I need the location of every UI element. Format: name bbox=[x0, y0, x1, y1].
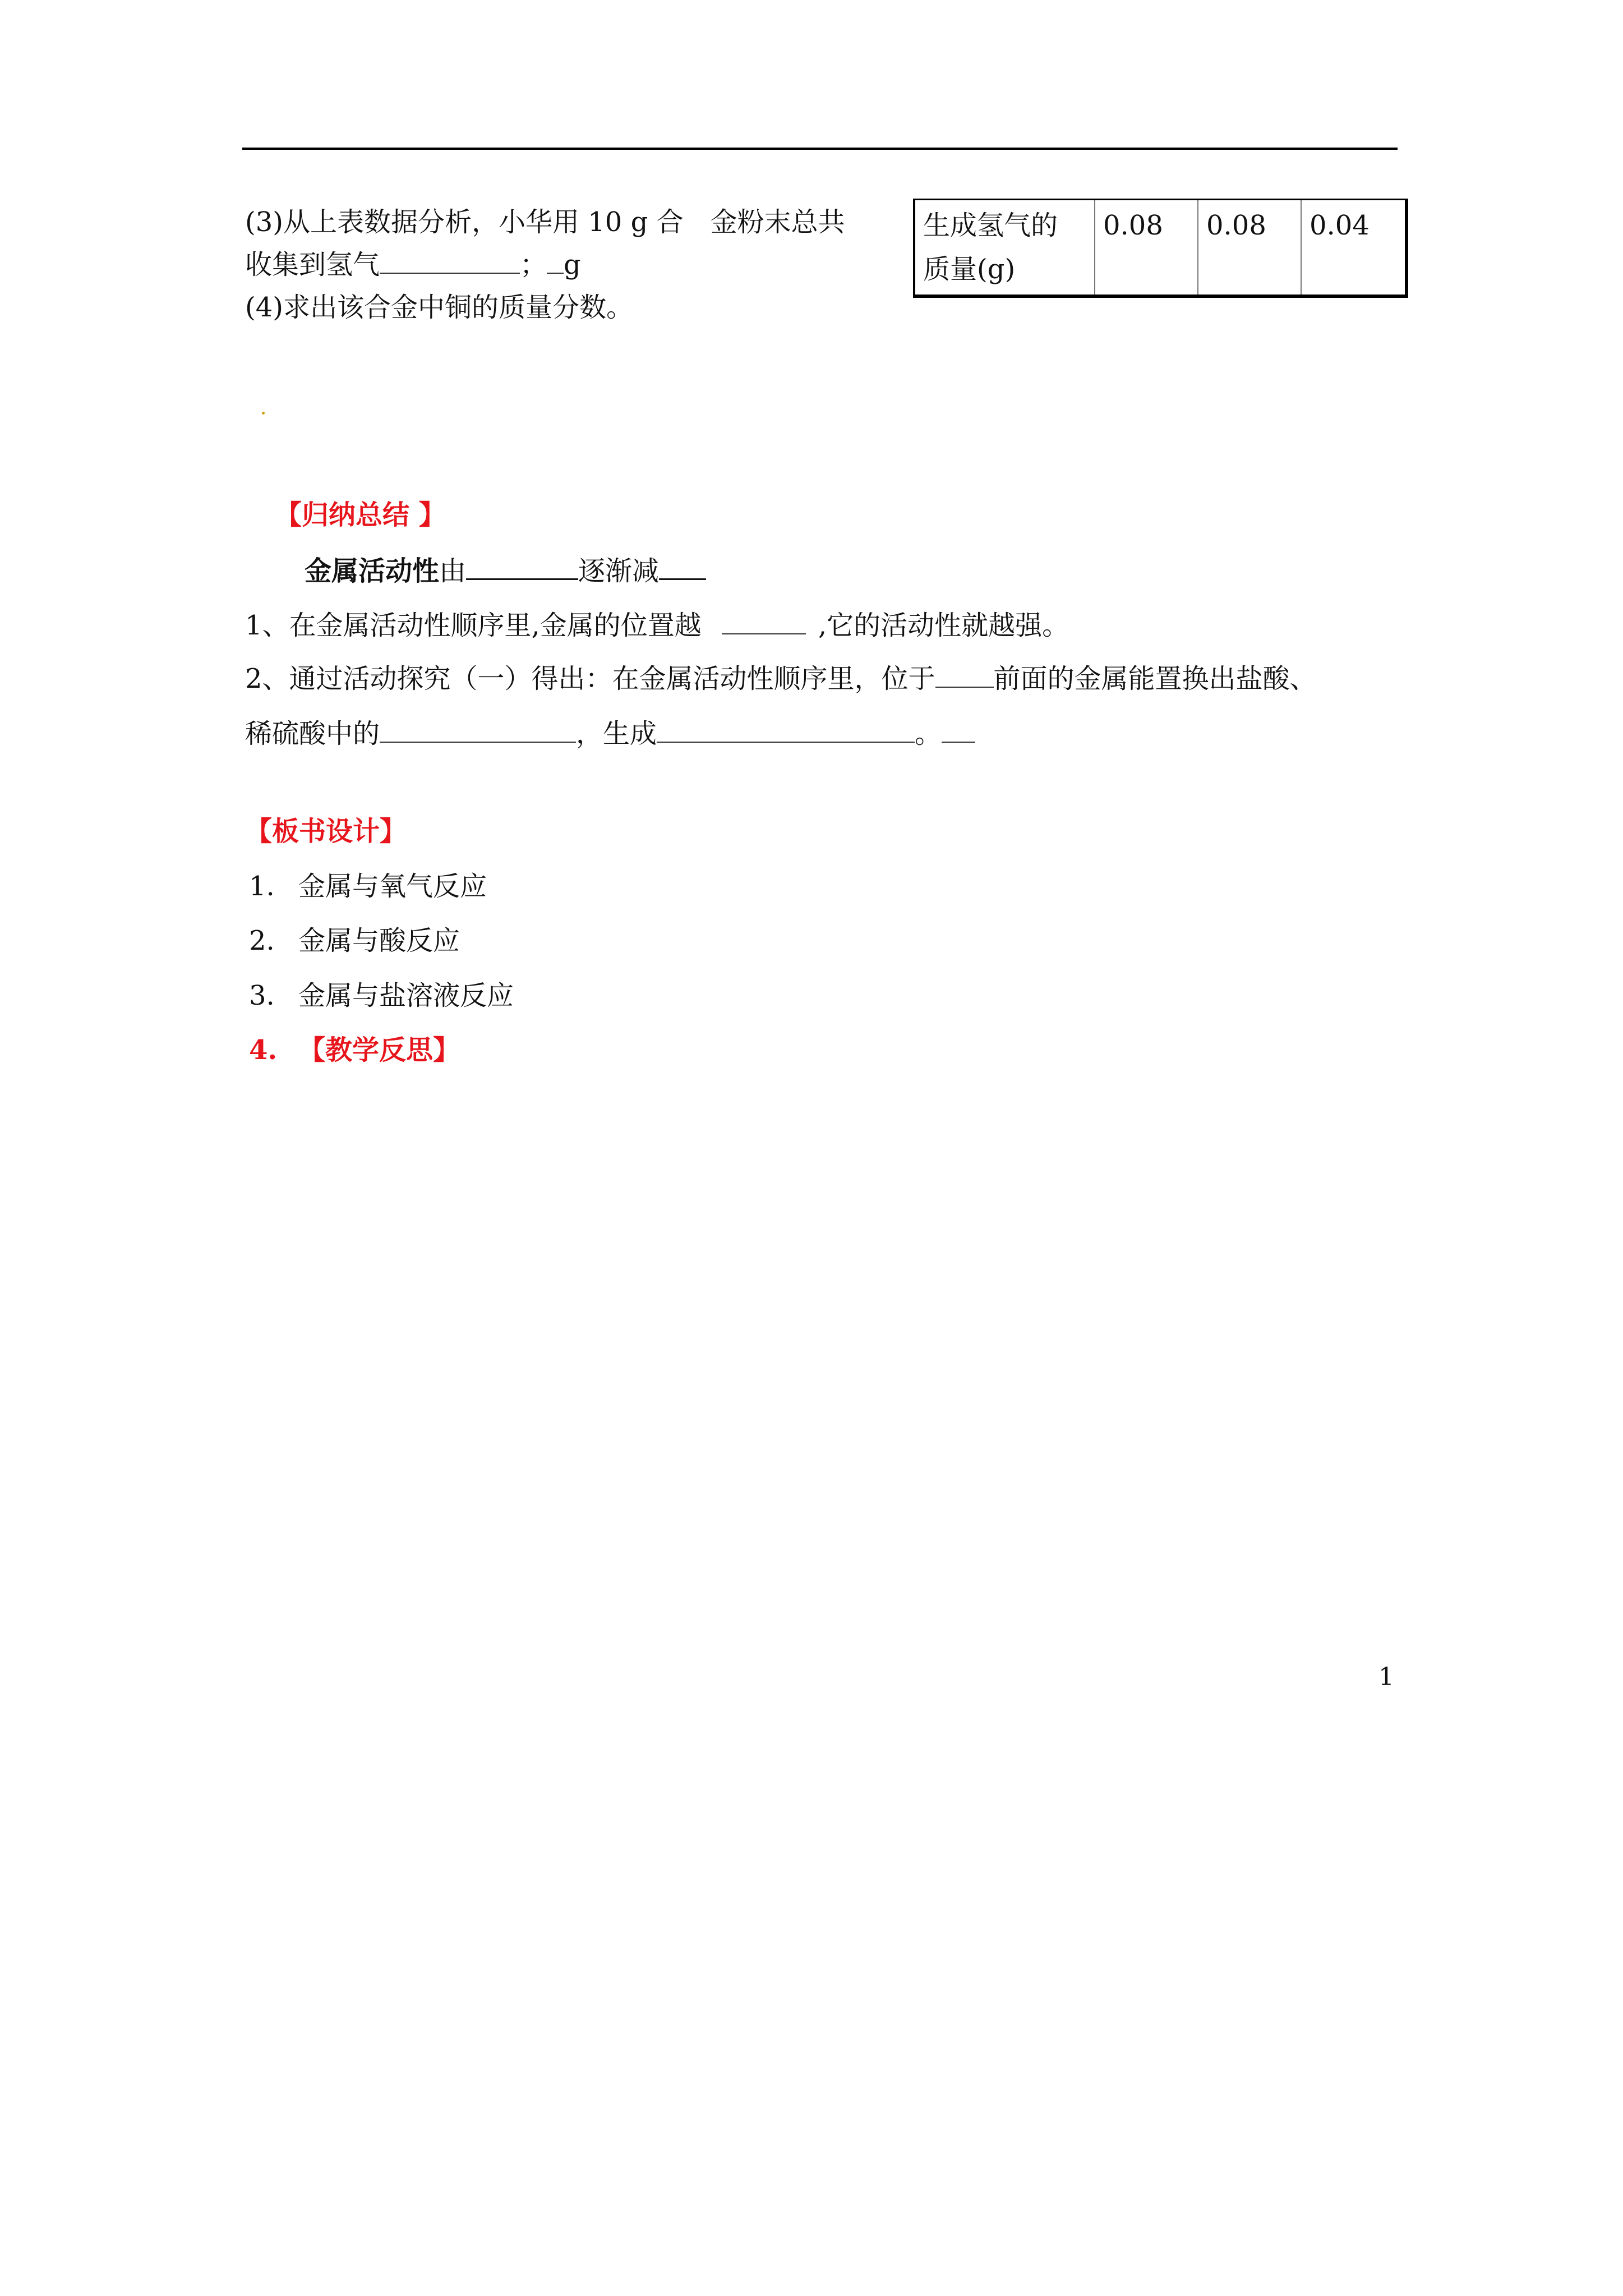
summary-item-1-suffix: ,它的活动性就越强。 bbox=[818, 610, 1069, 641]
list-item-reflection bbox=[249, 1028, 460, 1073]
question-3-unit: g bbox=[564, 249, 581, 280]
summary-item-2-line2-end: 。 bbox=[915, 718, 942, 749]
question-3-line1: (3)从上表数据分析，小华用 10 g 合 金粉末总共 bbox=[245, 206, 845, 238]
list-item bbox=[249, 864, 487, 909]
list-item bbox=[249, 973, 514, 1018]
table-header-line1: 生成氢气的 bbox=[923, 210, 1058, 241]
list-item-number: 3. bbox=[249, 980, 275, 1011]
table-row bbox=[914, 200, 1407, 297]
table-cell: 0.04 bbox=[1301, 200, 1407, 297]
question-3-separator: ； bbox=[520, 249, 547, 280]
list-item-number: 4. bbox=[249, 1034, 278, 1066]
trailing-blank bbox=[942, 716, 975, 743]
activity-order-line bbox=[305, 549, 706, 593]
list-item-text: 金属与酸反应 bbox=[298, 925, 460, 956]
summary-item-2-line2 bbox=[245, 711, 975, 756]
position-blank[interactable] bbox=[722, 608, 806, 634]
list-item bbox=[249, 918, 460, 963]
activity-blank-1[interactable] bbox=[466, 553, 578, 580]
replaced-element-blank[interactable] bbox=[380, 716, 576, 743]
summary-item-2-line1 bbox=[245, 656, 1317, 701]
board-heading: 【板书设计】 bbox=[245, 816, 407, 847]
hydrogen-mass-blank-2[interactable] bbox=[547, 247, 564, 274]
hydrogen-mass-blank[interactable] bbox=[380, 247, 520, 274]
list-item-text: 金属与氧气反应 bbox=[298, 871, 487, 902]
activity-from: 由 bbox=[439, 555, 467, 587]
table-cell: 0.08 bbox=[1095, 200, 1198, 297]
question-4: (4)求出该合金中铜的质量分数。 bbox=[245, 292, 633, 323]
activity-blank-2[interactable] bbox=[659, 553, 706, 580]
question-3-line2 bbox=[245, 242, 581, 287]
teaching-reflection-heading: 【教学反思】 bbox=[298, 1034, 460, 1066]
table-header-line2: 质量(g) bbox=[923, 254, 1016, 285]
hydrogen-position-blank[interactable] bbox=[935, 661, 994, 688]
header-rule bbox=[242, 148, 1398, 150]
summary-item-1 bbox=[245, 603, 1069, 648]
list-item-number: 1. bbox=[249, 871, 275, 902]
summary-item-2-prefix: 2、通过活动探究（一）得出：在金属活动性顺序里，位于 bbox=[245, 663, 935, 694]
summary-item-2-line2-mid: ，生成 bbox=[576, 718, 657, 749]
activity-decrease: 逐渐减 bbox=[578, 555, 660, 587]
activity-label: 金属活动性 bbox=[305, 555, 440, 587]
product-blank[interactable] bbox=[657, 716, 915, 743]
table-cell: 0.08 bbox=[1198, 200, 1301, 297]
summary-item-2-suffix: 前面的金属能置换出盐酸、 bbox=[993, 663, 1317, 694]
summary-item-2-line2-prefix: 稀硫酸中的 bbox=[245, 718, 380, 749]
summary-item-1-prefix: 1、在金属活动性顺序里,金属的位置越 bbox=[245, 610, 702, 641]
hydrogen-data-table bbox=[913, 199, 1408, 298]
summary-heading: 【归纳总结 】 bbox=[275, 499, 446, 531]
page-number: 1 bbox=[1378, 1663, 1394, 1691]
list-item-text: 金属与盐溶液反应 bbox=[298, 980, 514, 1011]
stray-mark bbox=[262, 412, 265, 415]
list-item-number: 2. bbox=[249, 925, 275, 956]
table-row-header bbox=[914, 200, 1095, 297]
question-3-prefix: 收集到氢气 bbox=[245, 249, 380, 280]
